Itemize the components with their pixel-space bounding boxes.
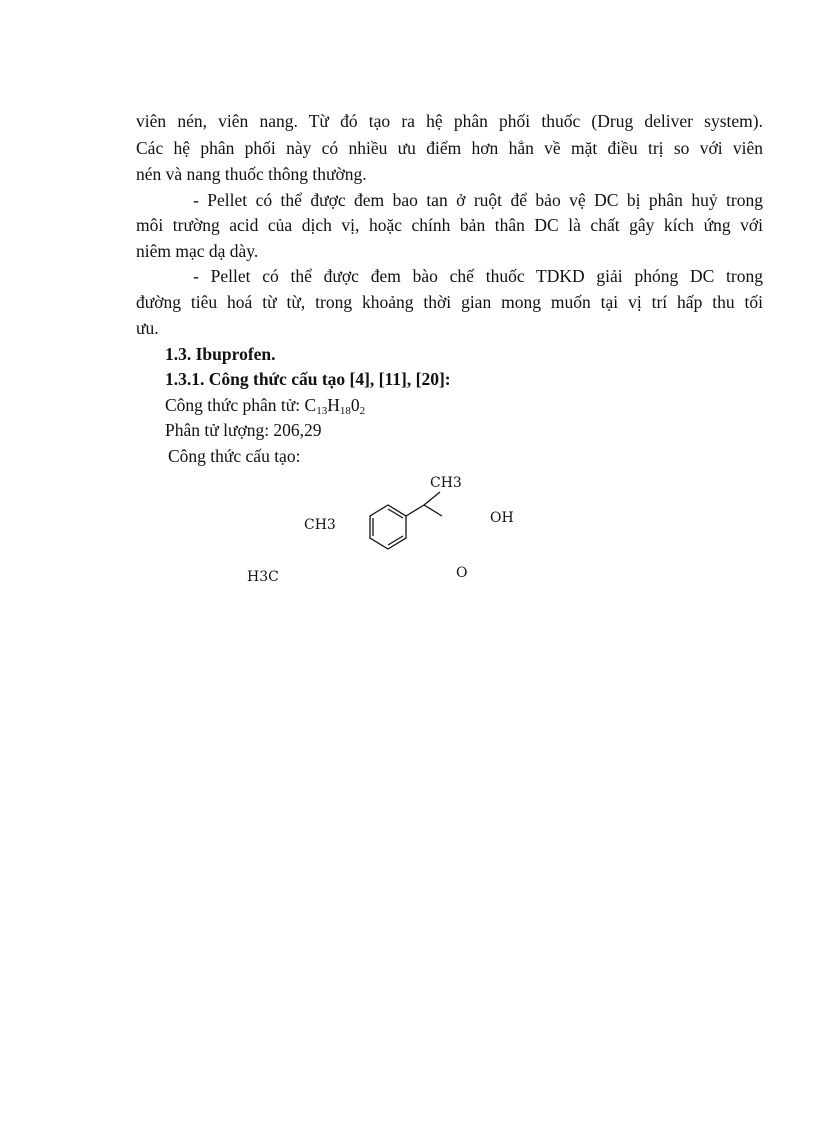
structure-label: Công thức cấu tạo:	[168, 446, 301, 466]
paragraph-line: ưu.	[136, 318, 159, 338]
formula-c: C	[304, 395, 317, 415]
formula-c-count: 13	[316, 405, 328, 417]
section-heading-1-3: 1.3. Ibuprofen.	[165, 344, 276, 364]
section-heading-1-3-1: 1.3.1. Công thức cấu tạo [4], [11], [20]:	[165, 369, 451, 389]
oh-label: OH	[490, 510, 514, 526]
formula-h: H	[327, 395, 340, 415]
paragraph-line: - Pellet có thể được đem bao tan ở ruột để bảo vệ DC bị phân huỷ trong	[193, 190, 763, 210]
ch3-left-label: CH3	[304, 517, 336, 533]
benzene-ring	[370, 505, 406, 549]
paragraph-line: Các hệ phân phối này có nhiều ưu điểm hơn hẳn về mặt điều trị so với viên	[136, 138, 763, 158]
formula-o: 0	[350, 395, 360, 415]
paragraph-line: đường tiêu hoá từ từ, trong khoảng thời gian mong muốn tại vị trí hấp thu tối	[136, 292, 763, 312]
h3c-label: H3C	[247, 569, 279, 585]
molecular-formula	[165, 393, 792, 417]
formula-h-count: 18	[339, 405, 351, 417]
paragraph-line: viên nén, viên nang. Từ đó tạo ra hệ phân phối thuốc (Drug deliver system).	[136, 111, 763, 131]
formula-label: Công thức phân tử:	[165, 395, 305, 415]
paragraph-line: - Pellet có thể được đem bào chế thuốc TDKD giải phóng DC trong	[193, 266, 763, 286]
paragraph-line: môi trường acid của dịch vị, hoặc chính bản thân DC là chất gây kích ứng với	[136, 215, 763, 235]
molecular-weight: Phân tử lượng: 206,29	[165, 420, 322, 440]
structure-bonds	[370, 492, 488, 549]
paragraph-line: niêm mạc dạ dày.	[136, 241, 259, 261]
paragraph-line: nén và nang thuốc thông thường.	[136, 164, 367, 184]
o-label: O	[456, 565, 468, 581]
ch3-top-label: CH3	[430, 475, 462, 491]
formula-o-count: 2	[359, 405, 366, 417]
ibuprofen-structure	[240, 470, 540, 590]
